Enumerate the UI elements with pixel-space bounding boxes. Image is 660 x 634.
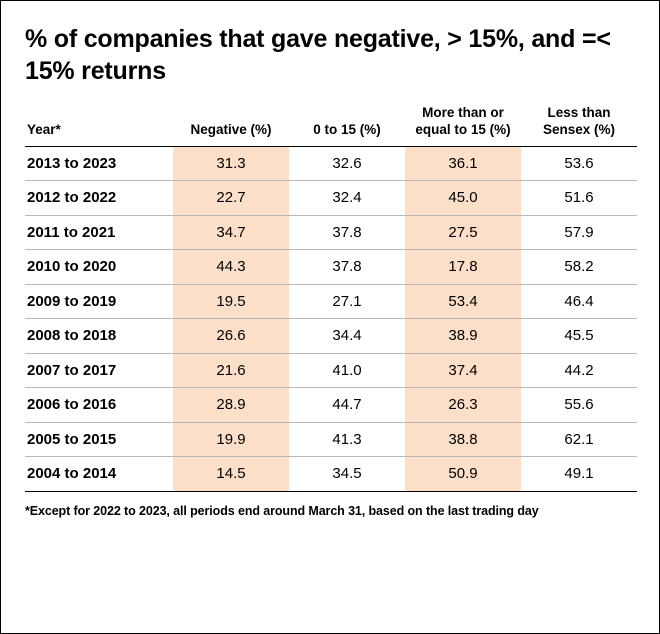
column-header-less-than-sensex-line2: Sensex (%) [542,121,616,137]
cell-negative: 44.3 [173,250,289,285]
cell-zero-to-15: 32.4 [289,181,405,216]
cell-year: 2004 to 2014 [25,457,173,492]
cell-zero-to-15: 34.4 [289,319,405,354]
cell-less-than-sensex: 51.6 [521,181,637,216]
cell-year: 2006 to 2016 [25,388,173,423]
cell-negative: 14.5 [173,457,289,492]
cell-year: 2008 to 2018 [25,319,173,354]
cell-year: 2007 to 2017 [25,353,173,388]
cell-more-than-15: 26.3 [405,388,521,423]
cell-negative: 31.3 [173,146,289,181]
cell-negative: 21.6 [173,353,289,388]
cell-year: 2011 to 2021 [25,215,173,250]
cell-more-than-15: 17.8 [405,250,521,285]
cell-zero-to-15: 37.8 [289,250,405,285]
table-header [25,105,637,146]
cell-more-than-15: 50.9 [405,457,521,492]
cell-zero-to-15: 32.6 [289,146,405,181]
cell-negative: 19.9 [173,422,289,457]
page-title: % of companies that gave negative, > 15%, and =< 15% returns [25,25,611,85]
cell-year: 2013 to 2023 [25,146,173,181]
cell-more-than-15: 53.4 [405,284,521,319]
cell-less-than-sensex: 53.6 [521,146,637,181]
cell-more-than-15: 45.0 [405,181,521,216]
table-row [25,146,637,181]
column-header-more-than-15 [405,105,521,146]
cell-zero-to-15: 44.7 [289,388,405,423]
cell-zero-to-15: 41.3 [289,422,405,457]
cell-negative: 28.9 [173,388,289,423]
column-header-less-than-sensex [521,105,637,146]
table-row [25,457,637,492]
cell-negative: 19.5 [173,284,289,319]
cell-more-than-15: 38.9 [405,319,521,354]
table-row [25,284,637,319]
table-row [25,353,637,388]
table-row [25,250,637,285]
cell-less-than-sensex: 49.1 [521,457,637,492]
column-header-more-than-15-line2: equal to 15 (%) [415,121,511,137]
table-header-row [25,105,637,146]
table-row [25,388,637,423]
cell-year: 2010 to 2020 [25,250,173,285]
cell-negative: 22.7 [173,181,289,216]
cell-zero-to-15: 41.0 [289,353,405,388]
table-row [25,422,637,457]
cell-less-than-sensex: 45.5 [521,319,637,354]
cell-negative: 26.6 [173,319,289,354]
chart-inner [25,23,637,611]
cell-zero-to-15: 37.8 [289,215,405,250]
table-row [25,215,637,250]
cell-more-than-15: 38.8 [405,422,521,457]
column-header-year: Year* [27,121,61,137]
cell-less-than-sensex: 62.1 [521,422,637,457]
cell-less-than-sensex: 58.2 [521,250,637,285]
returns-table [25,105,637,492]
cell-more-than-15: 27.5 [405,215,521,250]
cell-less-than-sensex: 46.4 [521,284,637,319]
cell-year: 2005 to 2015 [25,422,173,457]
cell-zero-to-15: 27.1 [289,284,405,319]
table-row [25,181,637,216]
cell-more-than-15: 36.1 [405,146,521,181]
column-header-less-than-sensex-line1: Less than [547,105,611,120]
cell-less-than-sensex: 44.2 [521,353,637,388]
cell-year: 2009 to 2019 [25,284,173,319]
cell-less-than-sensex: 55.6 [521,388,637,423]
column-header-more-than-15-line1: More than or [422,105,504,120]
cell-year: 2012 to 2022 [25,181,173,216]
cell-negative: 34.7 [173,215,289,250]
cell-less-than-sensex: 57.9 [521,215,637,250]
cell-zero-to-15: 34.5 [289,457,405,492]
column-header-zero-to-15: 0 to 15 (%) [313,121,381,137]
column-header-negative: Negative (%) [190,121,272,137]
footnote: *Except for 2022 to 2023, all periods end around March 31, based on the last trading day [25,503,539,518]
table-row [25,319,637,354]
cell-more-than-15: 37.4 [405,353,521,388]
table-body [25,146,637,491]
